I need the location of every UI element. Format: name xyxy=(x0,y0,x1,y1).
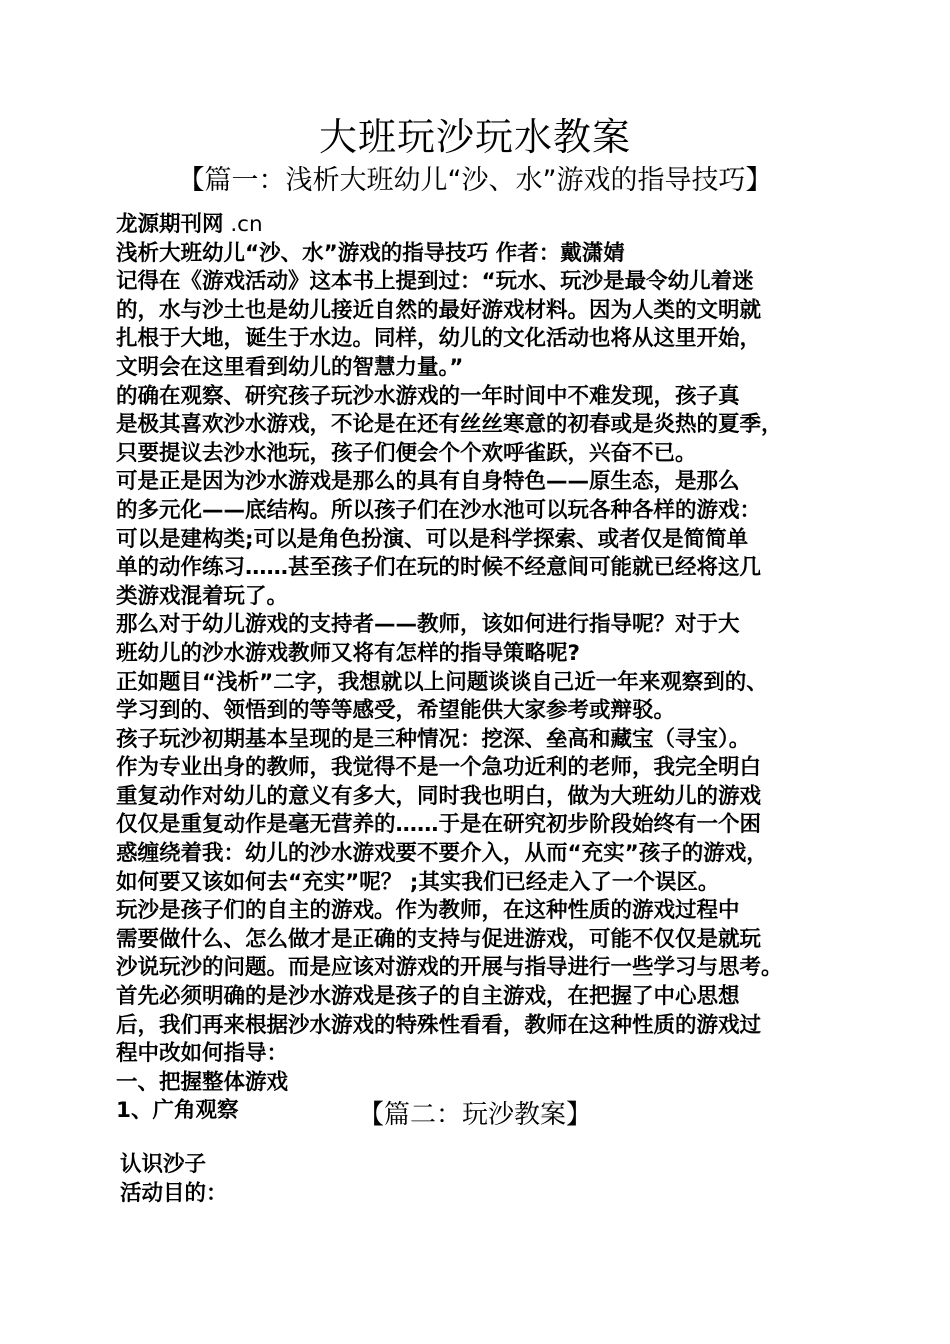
section-two-heading: 【篇二：玩沙教案】 xyxy=(357,1100,592,1130)
paragraph-line: 单的动作练习……甚至孩子们在玩的时候不经意间可能就已经将这几 xyxy=(116,555,762,581)
paragraph-line: 只要提议去沙水池玩，孩子们便会个个欢呼雀跃，兴奋不已。 xyxy=(116,440,697,466)
paragraph-line: 仅仅是重复动作是毫无营养的……于是在研究初步阶段始终有一个困 xyxy=(116,812,762,838)
paragraph-line: 文明会在这里看到幼儿的智慧力量。” xyxy=(116,354,464,380)
paragraph-line: 惑缠绕着我：幼儿的沙水游戏要不要介入，从而“充实”孩子的游戏， xyxy=(116,841,768,867)
paragraph-line: 可以是建构类;可以是角色扮演、可以是科学探索、或者仅是简简单 xyxy=(116,526,749,552)
paragraph-line: 如何要又该如何去“充实”呢？ ;其实我们已经走入了一个误区。 xyxy=(116,869,720,895)
article-byline: 浅析大班幼儿“沙、水”游戏的指导技巧 作者：戴潇婧 xyxy=(116,240,625,266)
section-one-body xyxy=(116,211,856,1126)
source-line xyxy=(116,211,856,240)
paragraph-line: 首先必须明确的是沙水游戏是孩子的自主游戏，在把握了中心思想 xyxy=(116,984,740,1010)
paragraph-line: 需要做什么、怎么做才是正确的支持与促进游戏，可能不仅仅是就玩 xyxy=(116,926,762,952)
paragraph-line: 沙说玩沙的问题。而是应该对游戏的开展与指导进行一些学习与思考。 xyxy=(116,955,783,981)
section-two-body xyxy=(120,1151,840,1208)
paragraph-line: 扎根于大地，诞生于水边。同样，幼儿的文化活动也将从这里开始， xyxy=(116,326,762,352)
paragraph-line: 的多元化——底结构。所以孩子们在沙水池可以玩各种各样的游戏： xyxy=(116,497,762,523)
document-title: 大班玩沙玩水教案 xyxy=(318,115,631,159)
paragraph-line: 重复动作对幼儿的意义有多大，同时我也明白，做为大班幼儿的游戏 xyxy=(116,783,762,809)
paragraph-line: 的，水与沙土也是幼儿接近自然的最好游戏材料。因为人类的文明就 xyxy=(116,297,762,323)
paragraph-line: 作为专业出身的教师，我觉得不是一个急功近利的老师，我完全明白 xyxy=(116,755,762,781)
section-two-line: 活动目的： xyxy=(120,1180,228,1206)
paragraph-line: 记得在《游戏活动》这本书上提到过：“玩水、玩沙是最令幼儿着迷 xyxy=(116,269,754,295)
paragraph-line: 班幼儿的沙水游戏教师又将有怎样的指导策略呢? xyxy=(116,640,580,666)
paragraph-line: 玩沙是孩子们的自主的游戏。作为教师，在这种性质的游戏过程中 xyxy=(116,898,740,924)
paragraph-line: 程中改如何指导： xyxy=(116,1041,289,1067)
source-name: 龙源期刊网 xyxy=(116,212,224,237)
source-domain: .cn xyxy=(223,212,263,237)
paragraph-line: 是极其喜欢沙水游戏，不论是在还有丝丝寒意的初春或是炎热的夏季， xyxy=(116,412,783,438)
list-subheading: 1、广角观察 xyxy=(116,1098,239,1124)
paragraph-line: 的确在观察、研究孩子玩沙水游戏的一年时间中不难发现，孩子真 xyxy=(116,383,740,409)
section-two-line: 认识沙子 xyxy=(120,1152,207,1177)
list-heading: 一、把握整体游戏 xyxy=(116,1069,289,1095)
section-one-heading: 【篇一：浅析大班幼儿“沙、水”游戏的指导技巧】 xyxy=(177,165,773,196)
paragraph-line: 那么对于幼儿游戏的支持者——教师，该如何进行指导呢？对于大 xyxy=(116,612,740,638)
paragraph-line: 后，我们再来根据沙水游戏的特殊性看看，教师在这种性质的游戏过 xyxy=(116,1012,762,1038)
paragraph-line: 可是正是因为沙水游戏是那么的具有自身特色——原生态，是那么 xyxy=(116,469,740,495)
paragraph-line: 正如题目“浅析”二字，我想就以上问题谈谈自己近一年来观察到的、 xyxy=(116,669,768,695)
paragraph-line: 类游戏混着玩了。 xyxy=(116,583,289,609)
paragraph-line: 孩子玩沙初期基本呈现的是三种情况：挖深、垒高和藏宝（寻宝）。 xyxy=(116,726,751,752)
paragraph-line: 学习到的、领悟到的等等感受，希望能供大家参考或辩驳。 xyxy=(116,698,676,724)
